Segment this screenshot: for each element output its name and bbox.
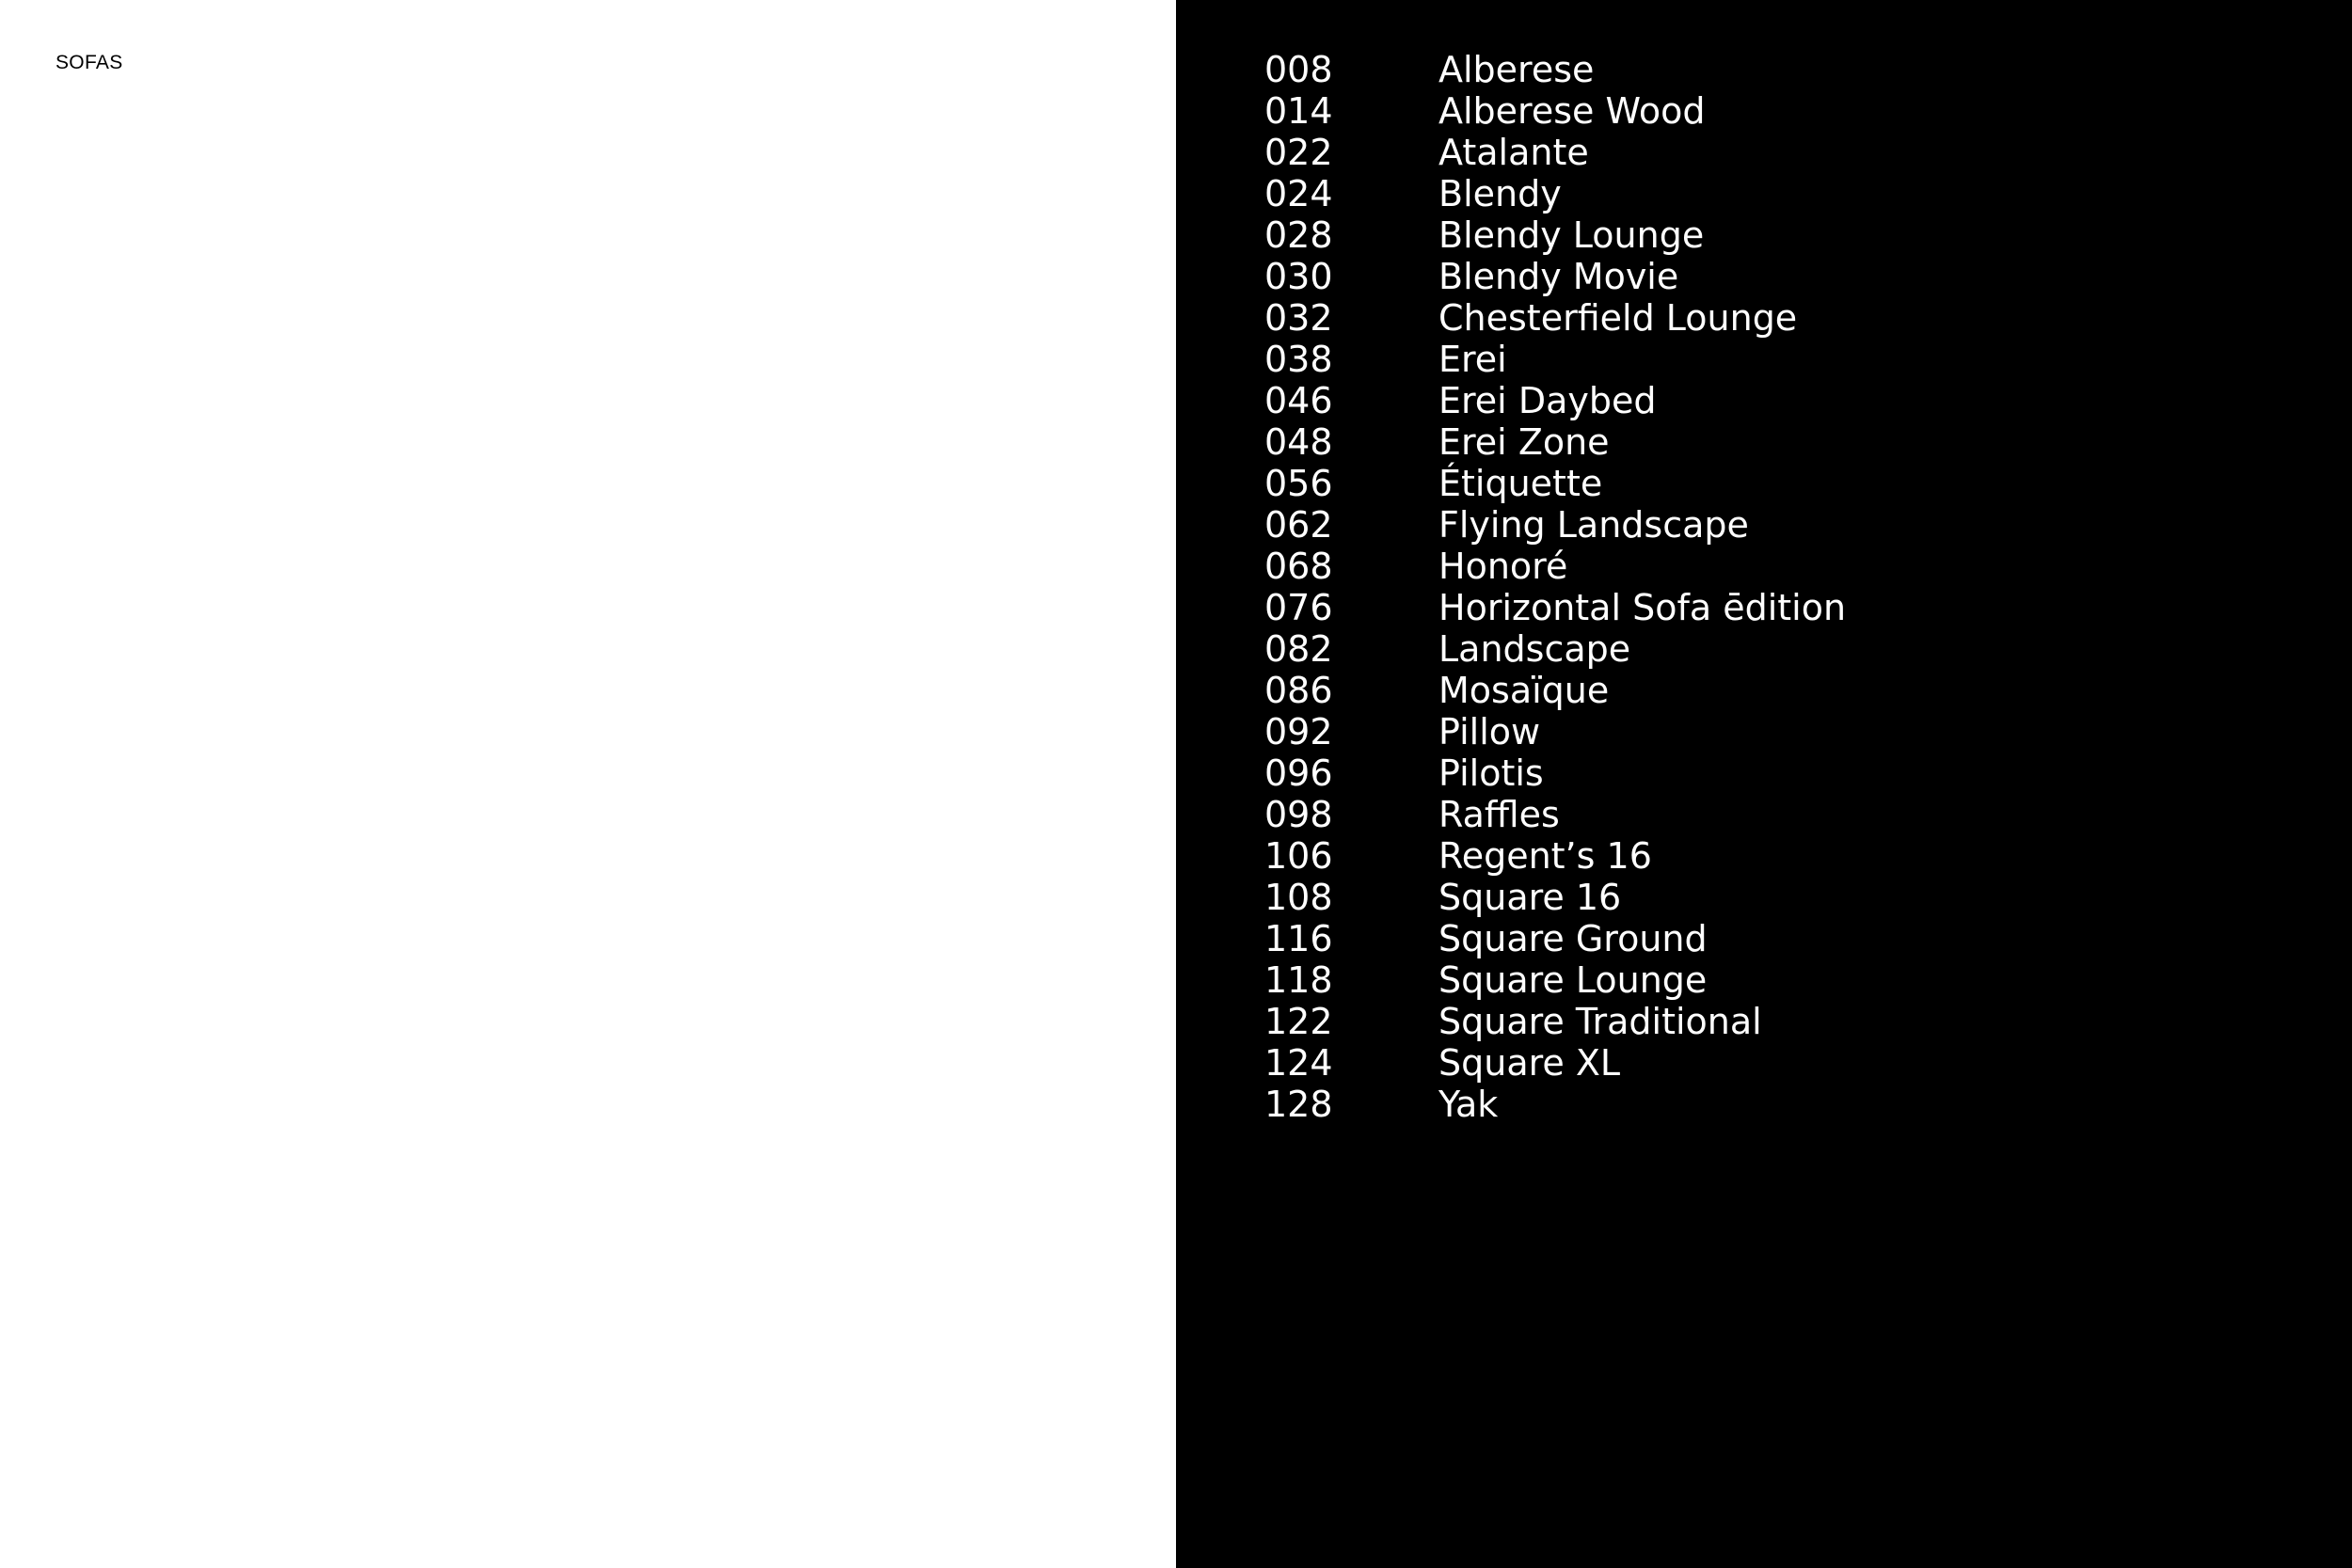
index-page-number: 056 xyxy=(1264,463,1333,504)
index-product-name: Square 16 xyxy=(1438,877,1622,918)
index-product-name: Raffles xyxy=(1438,794,1560,835)
index-page-number: 014 xyxy=(1264,90,1333,132)
index-page-number: 122 xyxy=(1264,1001,1333,1042)
index-entry[interactable] xyxy=(1264,628,1846,670)
index-product-name: Blendy xyxy=(1438,173,1562,214)
index-entry[interactable] xyxy=(1264,380,1846,421)
index-entry[interactable] xyxy=(1264,90,1846,132)
index-entry[interactable] xyxy=(1264,877,1846,918)
index-entry[interactable] xyxy=(1264,132,1846,173)
index-entry[interactable] xyxy=(1264,711,1846,752)
index-entry[interactable] xyxy=(1264,463,1846,504)
index-entry[interactable] xyxy=(1264,959,1846,1001)
section-title: SOFAS xyxy=(56,52,123,73)
index-entry[interactable] xyxy=(1264,297,1846,339)
right-page xyxy=(1176,0,2352,1568)
index-entry[interactable] xyxy=(1264,421,1846,463)
index-entry[interactable] xyxy=(1264,752,1846,794)
index-page-number: 048 xyxy=(1264,421,1333,463)
index-page-number: 008 xyxy=(1264,49,1333,90)
index-page-number: 032 xyxy=(1264,297,1333,339)
index-product-name: Square Ground xyxy=(1438,918,1708,959)
index-product-name: Erei xyxy=(1438,339,1507,380)
index-page-number: 118 xyxy=(1264,959,1333,1001)
index-page-number: 096 xyxy=(1264,752,1333,794)
index-page-number: 108 xyxy=(1264,877,1333,918)
index-page-number: 098 xyxy=(1264,794,1333,835)
index-product-name: Square XL xyxy=(1438,1042,1621,1084)
index-entry[interactable] xyxy=(1264,1001,1846,1042)
index-product-name: Étiquette xyxy=(1438,463,1603,504)
index-entry[interactable] xyxy=(1264,587,1846,628)
index-page-number: 028 xyxy=(1264,214,1333,256)
index-product-name: Pilotis xyxy=(1438,752,1544,794)
index-product-name: Blendy Movie xyxy=(1438,256,1679,297)
index-product-name: Mosaïque xyxy=(1438,670,1610,711)
index-page-number: 128 xyxy=(1264,1084,1333,1125)
index-entry[interactable] xyxy=(1264,794,1846,835)
index-page-number: 086 xyxy=(1264,670,1333,711)
index-product-name: Blendy Lounge xyxy=(1438,214,1705,256)
index-product-name: Pillow xyxy=(1438,711,1541,752)
index-page-number: 030 xyxy=(1264,256,1333,297)
index-page-number: 092 xyxy=(1264,711,1333,752)
index-page-number: 076 xyxy=(1264,587,1333,628)
index-page-number: 046 xyxy=(1264,380,1333,421)
index-page-number: 082 xyxy=(1264,628,1333,670)
index-product-name: Alberese xyxy=(1438,49,1595,90)
index-product-name: Horizontal Sofa ēdition xyxy=(1438,587,1847,628)
index-entry[interactable] xyxy=(1264,504,1846,546)
index-product-name: Regent’s 16 xyxy=(1438,835,1652,877)
index-product-name: Erei Daybed xyxy=(1438,380,1657,421)
index-product-name: Square Traditional xyxy=(1438,1001,1762,1042)
index-product-name: Chesterfield Lounge xyxy=(1438,297,1798,339)
index-product-name: Square Lounge xyxy=(1438,959,1708,1001)
index-entry[interactable] xyxy=(1264,339,1846,380)
index-page-number: 116 xyxy=(1264,918,1333,959)
index-entry[interactable] xyxy=(1264,214,1846,256)
index-entry[interactable] xyxy=(1264,256,1846,297)
index-product-name: Honoré xyxy=(1438,546,1568,587)
index-entry[interactable] xyxy=(1264,670,1846,711)
index-entry[interactable] xyxy=(1264,918,1846,959)
index-page-number: 068 xyxy=(1264,546,1333,587)
index-product-name: Yak xyxy=(1438,1084,1499,1125)
index-entry[interactable] xyxy=(1264,1042,1846,1084)
index-product-name: Alberese Wood xyxy=(1438,90,1706,132)
index-entry[interactable] xyxy=(1264,49,1846,90)
index-product-name: Atalante xyxy=(1438,132,1589,173)
index-entry[interactable] xyxy=(1264,173,1846,214)
index-product-name: Landscape xyxy=(1438,628,1631,670)
index-entry[interactable] xyxy=(1264,1084,1846,1125)
index-product-name: Erei Zone xyxy=(1438,421,1610,463)
index-entry[interactable] xyxy=(1264,546,1846,587)
index-page-number: 022 xyxy=(1264,132,1333,173)
index-page-number: 124 xyxy=(1264,1042,1333,1084)
index-page-number: 062 xyxy=(1264,504,1333,546)
index-page-number: 106 xyxy=(1264,835,1333,877)
index-page-number: 038 xyxy=(1264,339,1333,380)
product-index xyxy=(1264,49,1846,1125)
index-product-name: Flying Landscape xyxy=(1438,504,1749,546)
index-entry[interactable] xyxy=(1264,835,1846,877)
index-page-number: 024 xyxy=(1264,173,1333,214)
